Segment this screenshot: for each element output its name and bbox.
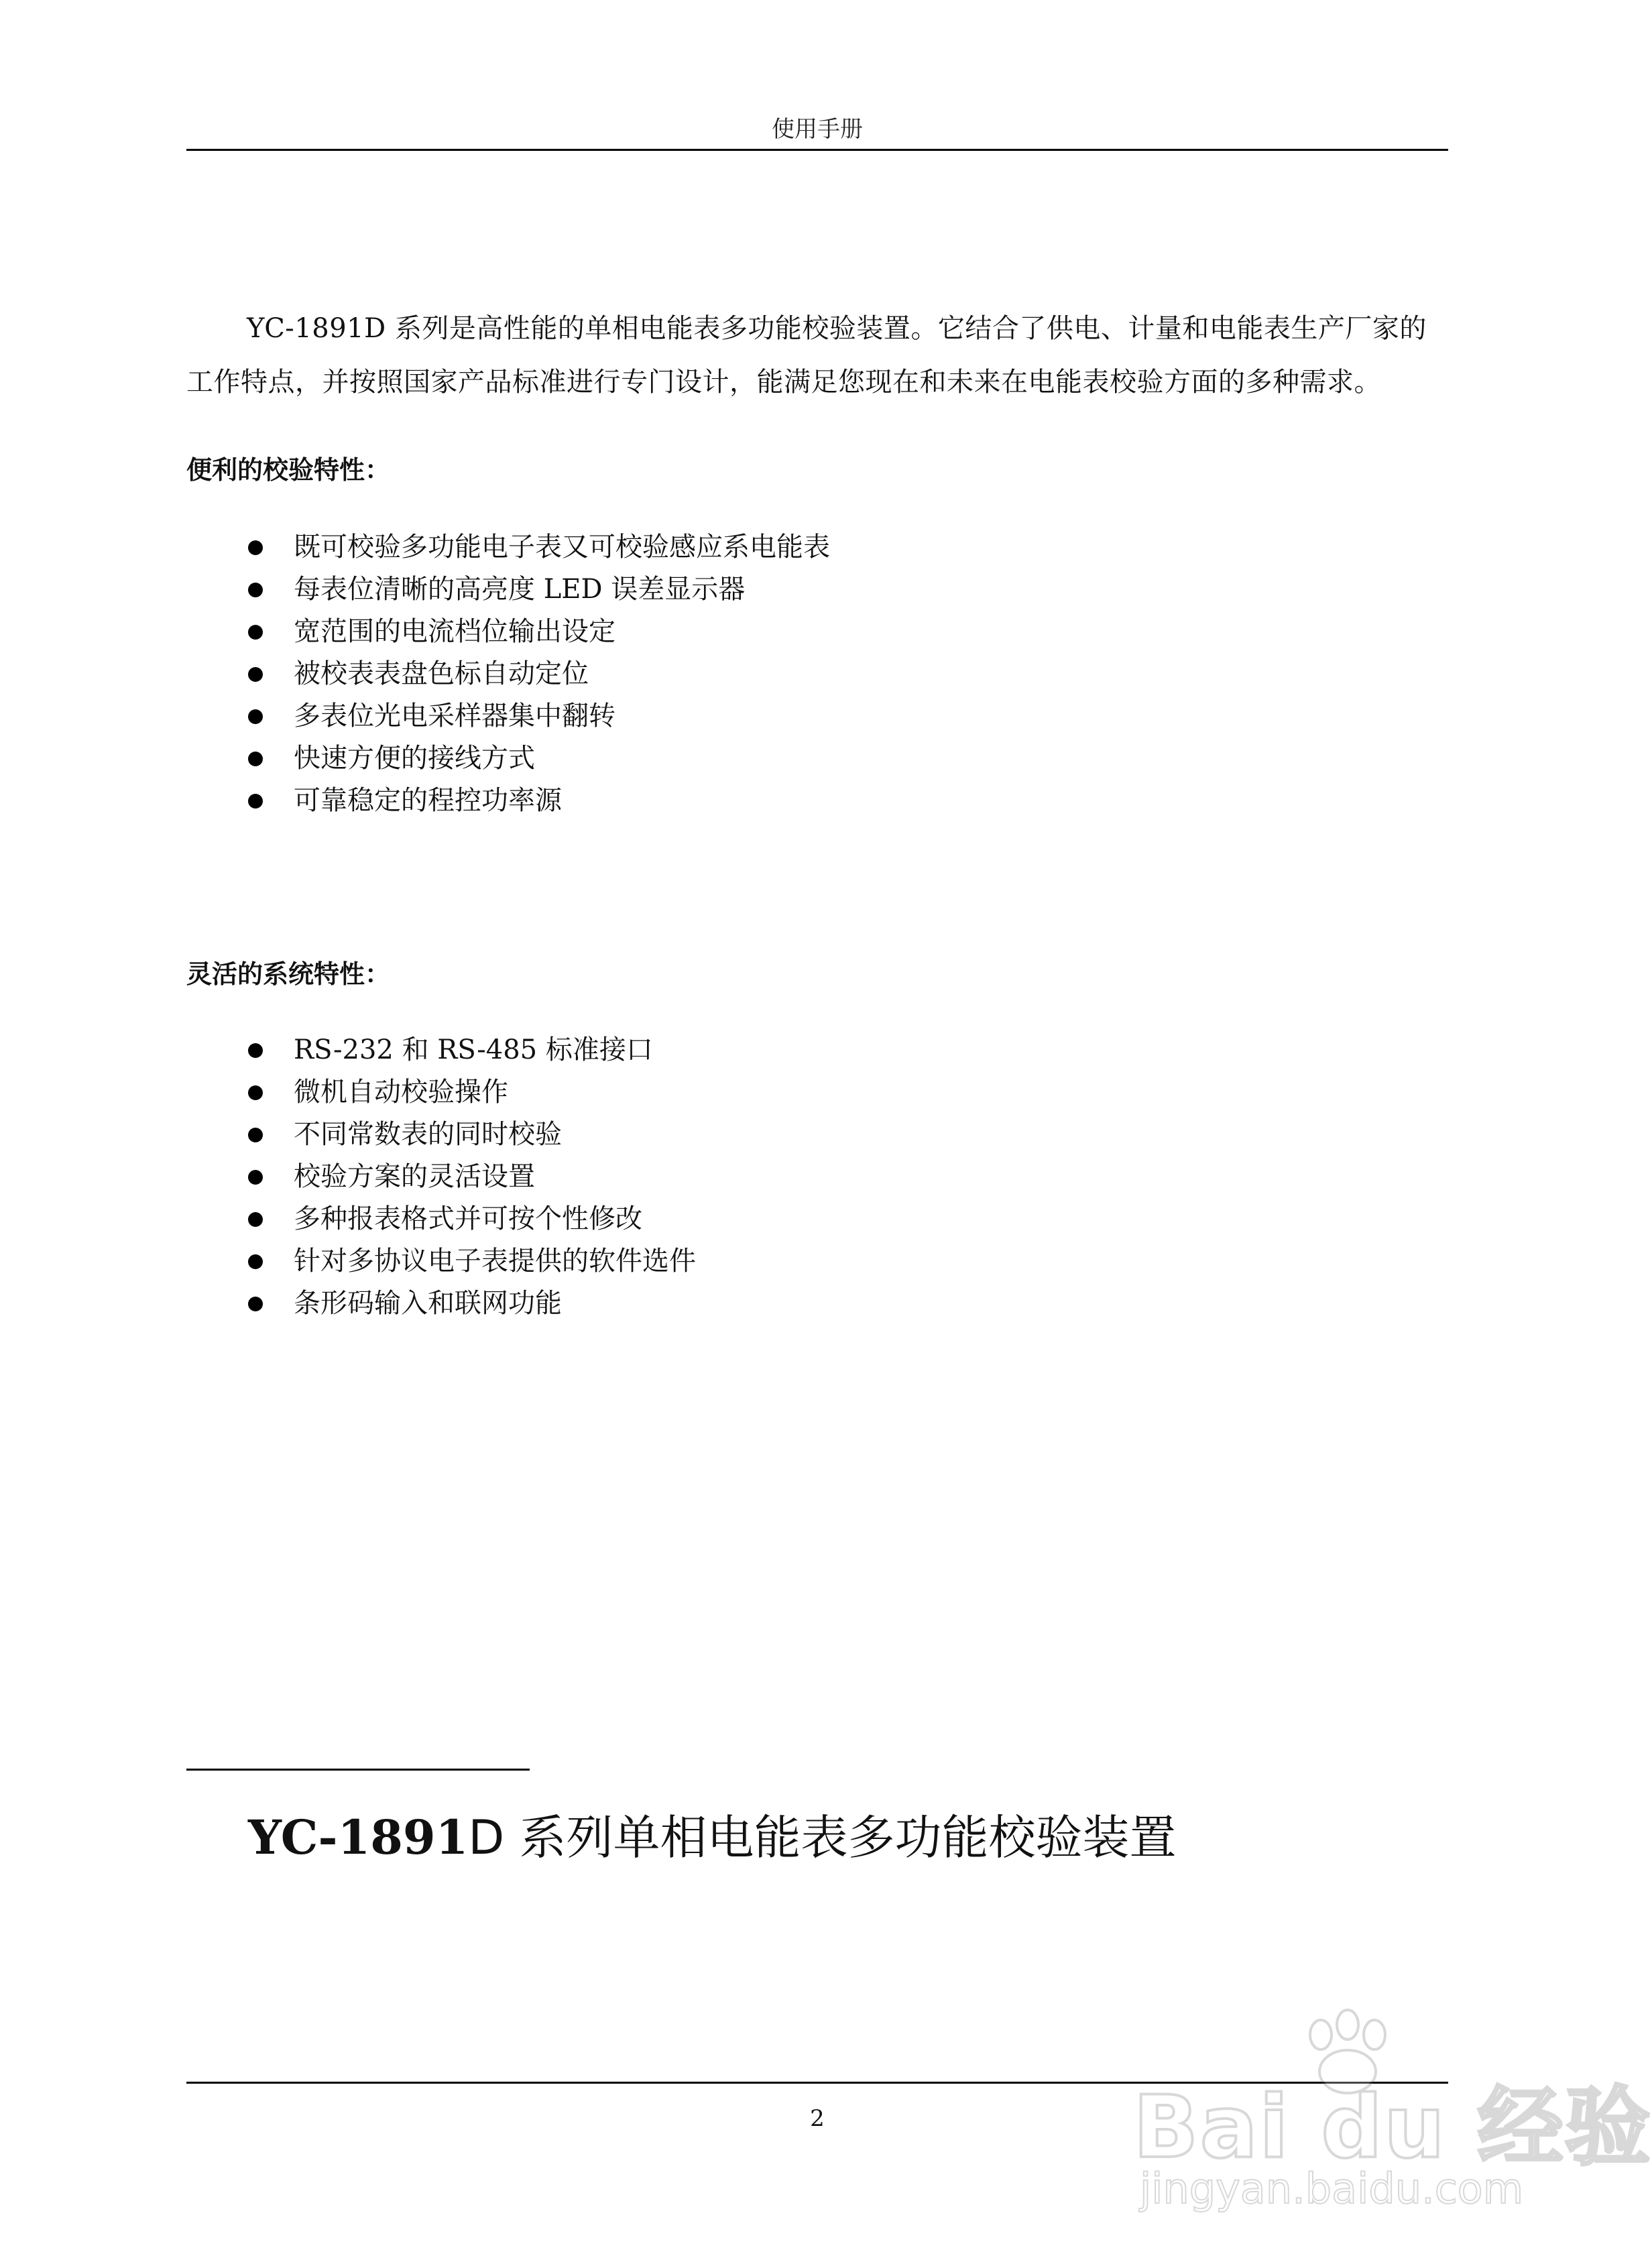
list-item-text: 可靠稳定的程控功率源 — [294, 785, 562, 816]
list-item — [248, 695, 830, 737]
list-item — [248, 1240, 696, 1283]
list-item — [248, 780, 830, 822]
list-item — [248, 569, 830, 611]
bullet-icon — [248, 1085, 263, 1100]
list-item-text: 既可校验多功能电子表又可校验感应系电能表 — [294, 532, 830, 562]
list-item-text: 针对多协议电子表提供的软件选件 — [294, 1246, 696, 1276]
list-item — [248, 737, 830, 780]
feature-list-convenient — [248, 526, 830, 822]
header-rule — [186, 149, 1448, 151]
watermark-url: jingyan.baidu.com — [1140, 2164, 1524, 2213]
bullet-icon — [248, 1043, 263, 1058]
bullet-icon — [248, 625, 263, 640]
list-item-text: 宽范围的电流档位输出设定 — [294, 616, 615, 647]
section-title-convenient: 便利的校验特性： — [186, 455, 391, 485]
list-item-text: 每表位清晰的高亮度 LED 误差显示器 — [294, 574, 746, 605]
list-item-text: 条形码输入和联网功能 — [294, 1288, 562, 1319]
watermark-text: Bai du 经验 — [1133, 2078, 1652, 2178]
bullet-icon — [248, 752, 263, 766]
intro-paragraph: YC-1891D 系列是高性能的单相电能表多功能校验装置。它结合了供电、计量和电能表生产厂家的工作特点，并按照国家产品标准进行专门设计，能满足您现在和未来在电能表校验方面的多种需求。 — [186, 313, 1427, 398]
list-item — [248, 1156, 696, 1198]
list-item-text: 校验方案的灵活设置 — [294, 1161, 535, 1192]
page-header: 使用手册 — [772, 116, 863, 143]
list-item-text: 不同常数表的同时校验 — [294, 1119, 562, 1150]
bullet-icon — [248, 583, 263, 597]
bullet-icon — [248, 1297, 263, 1311]
list-item-text: 微机自动校验操作 — [294, 1077, 508, 1108]
bullet-icon — [248, 1254, 263, 1269]
feature-list-flexible — [248, 1029, 696, 1325]
page-number: 2 — [810, 2105, 825, 2132]
list-item-text: 快速方便的接线方式 — [294, 743, 535, 774]
list-item-text: 多种报表格式并可按个性修改 — [294, 1203, 642, 1234]
bullet-icon — [248, 1170, 263, 1185]
product-title-suffix: D 系列单相电能表多功能校验装置 — [468, 1810, 1177, 1865]
baidu-watermark — [1126, 2011, 1652, 2233]
bullet-icon — [248, 794, 263, 809]
list-item — [248, 1114, 696, 1156]
list-item — [248, 526, 830, 569]
bullet-icon — [248, 667, 263, 682]
list-item-text: RS-232 和 RS-485 标准接口 — [294, 1034, 653, 1065]
title-divider — [186, 1769, 530, 1771]
bullet-icon — [248, 1212, 263, 1227]
list-item — [248, 653, 830, 695]
list-item — [248, 611, 830, 653]
list-item — [248, 1283, 696, 1325]
product-model: YC-1891 — [248, 1809, 469, 1865]
list-item-text: 多表位光电采样器集中翻转 — [294, 701, 615, 731]
product-title — [248, 1800, 1177, 1868]
bullet-icon — [248, 709, 263, 724]
section-title-flexible: 灵活的系统特性： — [186, 959, 391, 989]
list-item-text: 被校表表盘色标自动定位 — [294, 658, 589, 689]
bullet-icon — [248, 540, 263, 555]
list-item — [248, 1071, 696, 1114]
list-item — [248, 1029, 696, 1071]
bullet-icon — [248, 1128, 263, 1142]
list-item — [248, 1198, 696, 1240]
